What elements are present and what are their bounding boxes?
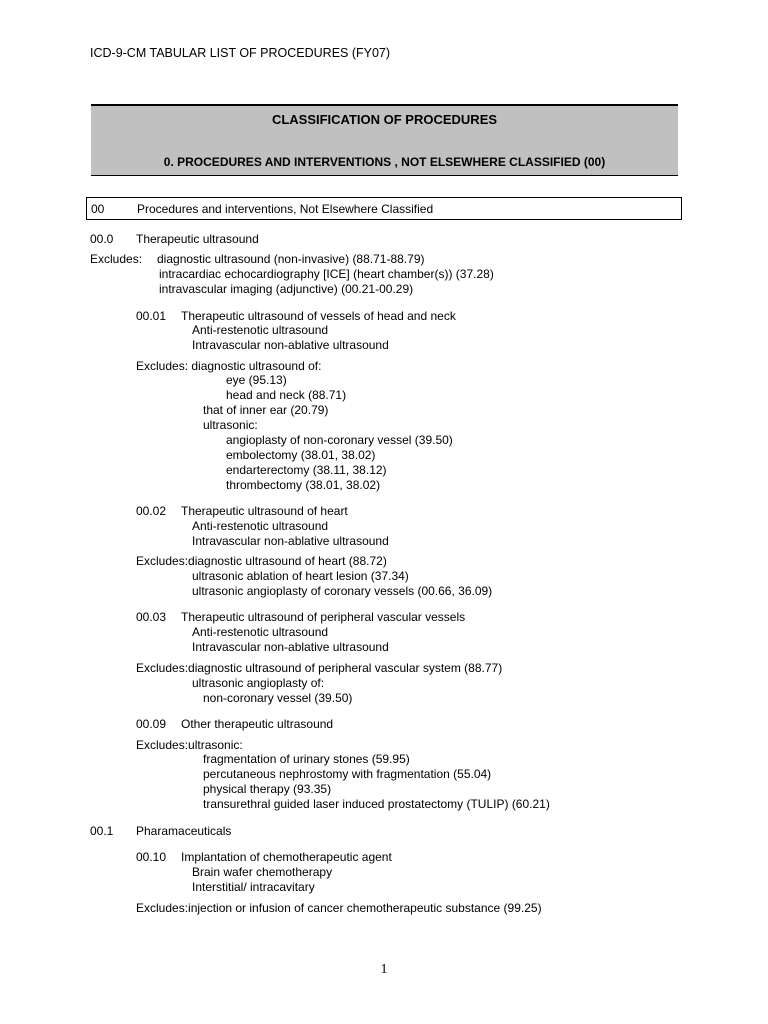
- chapter-box: [86, 197, 682, 220]
- subsection-title: Therapeutic ultrasound of vessels of head and neck: [181, 309, 456, 323]
- excludes-line: thrombectomy (38.01, 38.02): [226, 478, 381, 492]
- excludes-line: intracardiac echocardiography [ICE] (heart chamber(s)) (37.28): [159, 267, 494, 281]
- includes-line: Anti-restenotic ultrasound: [192, 323, 329, 337]
- section-title: Therapeutic ultrasound: [136, 232, 259, 246]
- section-title: Pharamaceuticals: [136, 824, 232, 838]
- section-code: 00.0: [90, 232, 114, 246]
- includes-line: Brain wafer chemotherapy: [192, 865, 333, 879]
- includes-line: Intravascular non-ablative ultrasound: [192, 338, 389, 352]
- excludes-line: endarterectomy (38.11, 38.12): [226, 463, 387, 477]
- excludes-line: non-coronary vessel (39.50): [203, 691, 353, 705]
- excludes-line: angioplasty of non-coronary vessel (39.50): [226, 433, 453, 447]
- includes-line: Anti-restenotic ultrasound: [192, 519, 329, 533]
- excludes-line: that of inner ear (20.79): [203, 403, 329, 417]
- subsection-title: Other therapeutic ultrasound: [181, 717, 334, 731]
- subsection-code: 00.03: [136, 610, 167, 624]
- excludes-line: embolectomy (38.01, 38.02): [226, 448, 376, 462]
- subsection-code: 00.10: [136, 850, 167, 864]
- banner-subtitle: 0. PROCEDURES AND INTERVENTIONS , NOT ELSEWHERE CLASSIFIED (00): [163, 155, 606, 169]
- excludes-line: ultrasonic angioplasty of:: [192, 676, 325, 690]
- excludes-line: ultrasonic angioplasty of coronary vessels (00.66, 36.09): [192, 584, 493, 598]
- subsection-title: Therapeutic ultrasound of heart: [181, 504, 348, 518]
- excludes-line: diagnostic ultrasound (non-invasive) (88.71-88.79): [157, 252, 425, 266]
- excludes-line: transurethral guided laser induced prostatectomy (TULIP) (60.21): [203, 797, 550, 811]
- subsection-code: 00.09: [136, 717, 167, 731]
- excludes-label: Excludes:injection or infusion of cancer chemotherapeutic substance (99.25): [136, 901, 542, 915]
- excludes-line: ultrasonic:: [203, 418, 258, 432]
- section-code: 00.1: [90, 824, 114, 838]
- subsection-title: Implantation of chemotherapeutic agent: [181, 850, 392, 864]
- excludes-line: percutaneous nephrostomy with fragmentation (55.04): [203, 767, 492, 781]
- chapter-title: Procedures and interventions, Not Elsewhere Classified: [137, 202, 434, 216]
- chapter-code: 00: [91, 202, 105, 216]
- includes-line: Intravascular non-ablative ultrasound: [192, 640, 389, 654]
- excludes-line: head and neck (88.71): [226, 388, 347, 402]
- subsection-code: 00.02: [136, 504, 167, 518]
- subsection-title: Therapeutic ultrasound of peripheral vascular vessels: [181, 610, 466, 624]
- excludes-label: Excludes:diagnostic ultrasound of heart (88.72): [136, 554, 387, 568]
- excludes-line: intravascular imaging (adjunctive) (00.21-00.29): [159, 282, 414, 296]
- page-number: 1: [380, 962, 388, 977]
- excludes-line: eye (95.13): [226, 373, 287, 387]
- excludes-label: Excludes:: [90, 252, 143, 266]
- excludes-label: Excludes:ultrasonic:: [136, 738, 243, 752]
- includes-line: Interstitial/ intracavitary: [192, 880, 315, 894]
- includes-line: Anti-restenotic ultrasound: [192, 625, 329, 639]
- excludes-label: Excludes:diagnostic ultrasound of peripheral vascular system (88.77): [136, 661, 503, 675]
- classification-banner: [91, 104, 678, 176]
- subsection-code: 00.01: [136, 309, 167, 323]
- excludes-line: ultrasonic ablation of heart lesion (37.34): [192, 569, 409, 583]
- excludes-label: Excludes: diagnostic ultrasound of:: [136, 359, 322, 373]
- running-header: ICD-9-CM TABULAR LIST OF PROCEDURES (FY07): [90, 46, 391, 60]
- excludes-line: physical therapy (93.35): [203, 782, 332, 796]
- excludes-line: fragmentation of urinary stones (59.95): [203, 752, 410, 766]
- includes-line: Intravascular non-ablative ultrasound: [192, 534, 389, 548]
- banner-title: CLASSIFICATION OF PROCEDURES: [271, 112, 498, 127]
